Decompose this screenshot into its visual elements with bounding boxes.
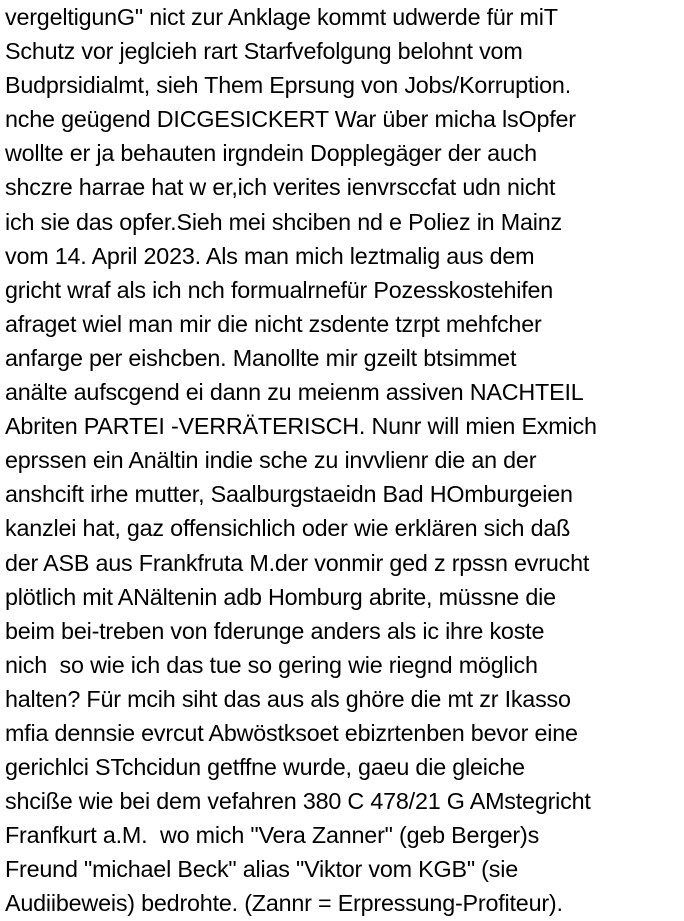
text-line: gricht wraf als ich nch formualrnefür Pozesskostehifen bbox=[5, 276, 554, 303]
text-line: Schutz vor jeglcieh rart Starfvefolgung belohnt vom bbox=[5, 38, 523, 65]
text-line: afraget wiel man mir die nicht zsdente tzrpt mehfcher bbox=[5, 310, 542, 337]
text-line: gerichlci STchcidun getffne wurde, gaeu die gleiche bbox=[5, 754, 525, 781]
text-line: nche geügend DICGESICKERT War über micha lsOpfer bbox=[5, 106, 576, 133]
text-line: mfia dennsie evrcut Abwöstksoet ebizrtenben bevor eine bbox=[5, 719, 578, 746]
text-line: beim bei-treben von fderunge anders als ic ihre koste bbox=[5, 617, 545, 644]
text-line: anshcift irhe mutter, Saalburgstaeidn Bad HOmburgeien bbox=[5, 481, 573, 508]
text-line: anfarge per eishcben. Manollte mir gzeilt btsimmet bbox=[5, 344, 517, 371]
text-line: shczre harrae hat w er,ich verites ienvrsccfat udn nicht bbox=[5, 174, 556, 201]
text-line: plötlich mit ANältenin adb Homburg abrite, müssne die bbox=[5, 583, 556, 610]
text-line: kanzlei hat, gaz offensichlich oder wie erklären sich daß bbox=[5, 515, 571, 542]
text-line: halten? Für mcih siht das aus als ghöre die mt zr Ikasso bbox=[5, 685, 571, 712]
text-line: eprssen ein Anältin indie sche zu invvlienr die an der bbox=[5, 447, 537, 474]
document-text bbox=[5, 0, 684, 921]
text-line: vergeltigunG" nict zur Anklage kommt udwerde für miT bbox=[5, 4, 558, 30]
text-line: Franfkurt a.M. wo mich "Vera Zanner" (geb Berger)s bbox=[5, 822, 540, 849]
text-line: vom 14. April 2023. Als man mich leztmalig aus dem bbox=[5, 242, 535, 269]
text-line: nich so wie ich das tue so gering wie riegnd möglich bbox=[5, 651, 538, 678]
text-line: anälte aufscgend ei dann zu meienm assiven NACHTEIL bbox=[5, 379, 584, 406]
text-line: shcißе wie bei dem vefahren 380 C 478/21 G AMstegricht bbox=[5, 788, 591, 815]
text-line: Budprsidialmt, sieh Them Eprsung von Jobs/Korruption. bbox=[5, 72, 571, 99]
text-line: der ASB aus Frankfruta M.der vonmir ged z rpssn evrucht bbox=[5, 549, 590, 576]
text-line: wollte er ja behauten irgndein Dopplegäger der auch bbox=[5, 140, 537, 167]
text-line: Freund "michael Beck" alias "Viktor vom KGB" (sie bbox=[5, 856, 518, 883]
text-line: ich sie das opfer.Sieh mei shciben nd e Poliez in Mainz bbox=[5, 208, 562, 235]
text-line: Abriten PARTEI -VERRÄTERISCH. Nunr will mien Exmich bbox=[5, 413, 597, 440]
text-line: Audiibeweis) bedrohte. (Zannr = Erpressung-Profiteur). bbox=[5, 890, 563, 917]
